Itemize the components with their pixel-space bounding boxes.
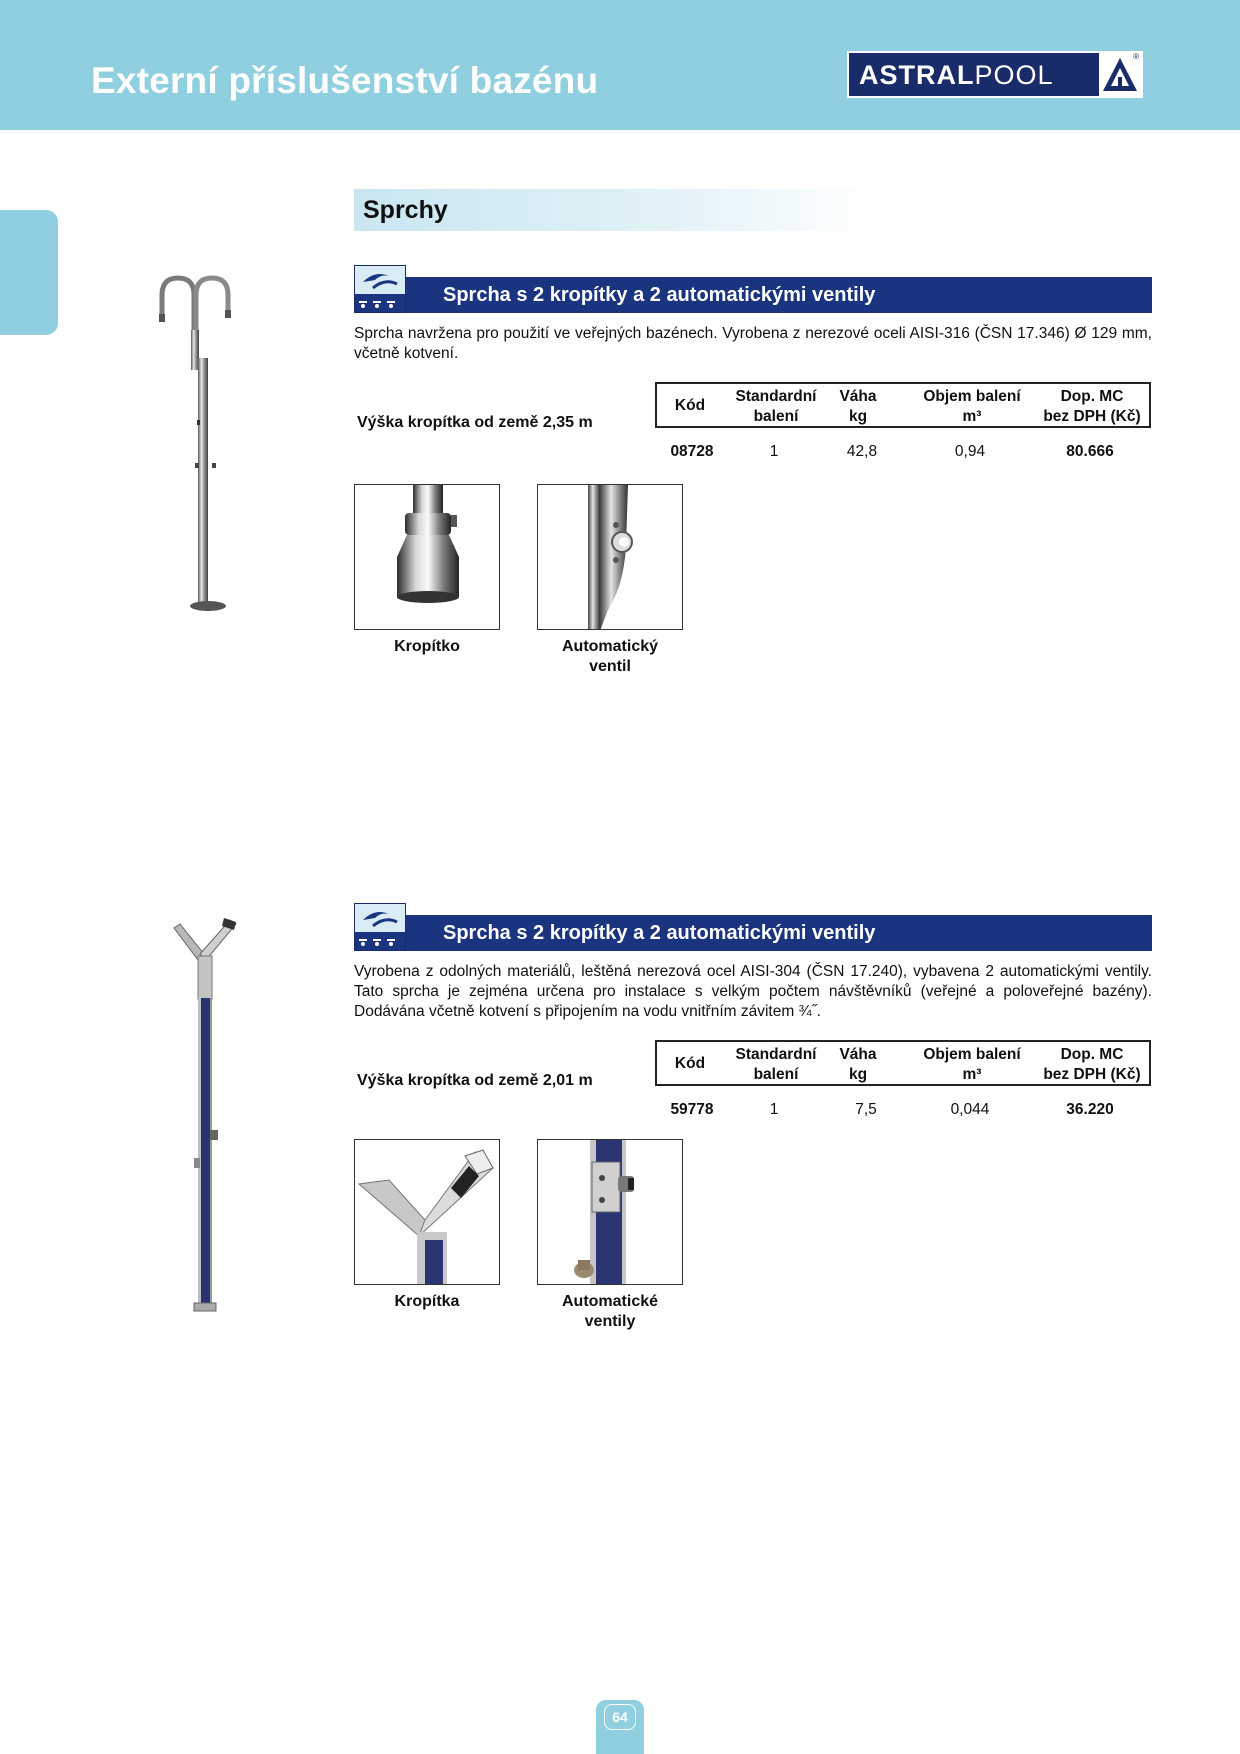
product-2-shower-image [170, 910, 240, 1325]
side-tab [0, 210, 58, 335]
product-2-thumb-valves [537, 1139, 683, 1285]
product-1-thumb-nozzle [354, 484, 500, 630]
td-volume: 0,94 [954, 443, 986, 460]
product-1-description: Sprcha navržena pro použití ve veřejných bazénech. Vyrobena z nerezové oceli AISI-316 (ČSN 17.346) Ø 129 mm, včetně kotvení. [354, 325, 1152, 362]
th-volume: Objem balení m³ [923, 1046, 1021, 1083]
product-1-table-header [655, 382, 1151, 428]
td-weight: 42,8 [846, 443, 878, 460]
astralpool-logo [847, 51, 1143, 98]
product-2-table-header [655, 1040, 1151, 1086]
th-std: Standardní balení [735, 1046, 817, 1083]
registered-mark: ® [1133, 52, 1139, 61]
product-1-title-bar [354, 277, 1152, 313]
td-weight: 7,5 [855, 1101, 877, 1118]
section-title: Sprchy [363, 196, 448, 224]
product-2-caption-valves: Automatické ventily [561, 1293, 659, 1330]
td-price: 36.220 [1066, 1101, 1114, 1118]
page-header [0, 0, 1240, 130]
page-number: 64 [604, 1704, 636, 1730]
product-2-thumb-nozzles [354, 1139, 500, 1285]
pool-shower-category-icon [354, 265, 406, 313]
product-2-title: Sprcha s 2 kropítky a 2 automatickými ventily [443, 922, 876, 944]
product-1-band [406, 277, 1152, 313]
section-header [354, 189, 874, 231]
td-code: 59778 [670, 1101, 714, 1118]
product-1-caption-nozzle: Kropítko [394, 638, 460, 655]
th-weight: Váha kg [839, 388, 877, 425]
logo-wordmark: ASTRALPOOL [859, 60, 1054, 90]
td-price: 80.666 [1066, 443, 1114, 460]
td-code: 08728 [670, 443, 714, 460]
th-price: Dop. MC bez DPH (Kč) [1043, 1046, 1141, 1083]
pool-shower-category-icon [354, 903, 406, 951]
td-std: 1 [769, 1101, 779, 1118]
product-1-thumb-valve [537, 484, 683, 630]
product-1-caption-valve: Automatický ventil [561, 638, 659, 675]
product-2-height-label: Výška kropítka od země 2,01 m [357, 1072, 593, 1089]
product-2-band [406, 915, 1152, 951]
product-1-height-label: Výška kropítka od země 2,35 m [357, 414, 593, 431]
product-1-shower-image [150, 270, 270, 615]
product-2-caption-nozzles: Kropítka [394, 1293, 460, 1310]
page-title: Externí příslušenství bazénu [91, 60, 599, 101]
th-price: Dop. MC bez DPH (Kč) [1043, 388, 1141, 425]
th-weight: Váha kg [839, 1046, 877, 1083]
th-code: Kód [674, 1055, 706, 1072]
th-std: Standardní balení [735, 388, 817, 425]
product-1-title: Sprcha s 2 kropítky a 2 automatickými ventily [443, 284, 876, 306]
td-volume: 0,044 [950, 1101, 990, 1118]
product-2-description: Vyrobena z odolných materiálů, leštěná nerezová ocel AISI-304 (ČSN 17.240), vybavena 2 automatickými ventily. Tato sprcha je zejména určena pro instalace s velkým počtem návštěvníků (veřejné a poloveřejné bazény). Dodávána včetně kotvení s připojením na vodu vnitřním závitem ¾˝. [354, 963, 1152, 1020]
th-volume: Objem balení m³ [923, 388, 1021, 425]
td-std: 1 [769, 443, 779, 460]
th-code: Kód [674, 397, 706, 414]
product-2-title-bar [354, 915, 1152, 951]
